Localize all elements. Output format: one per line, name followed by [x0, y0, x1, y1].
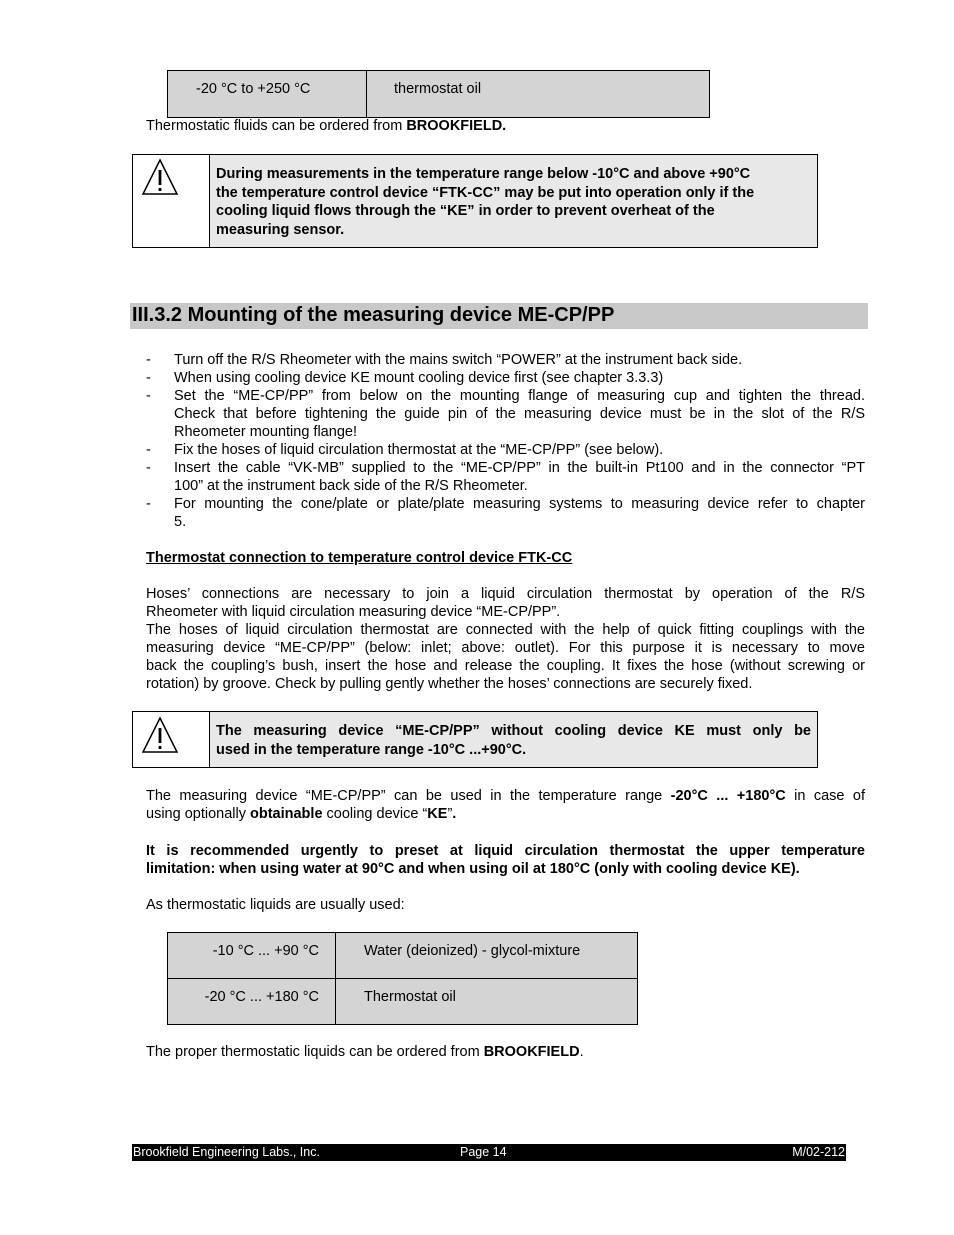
list-item: 100” at the instrument back side of the R/S Rheometer.: [174, 478, 528, 494]
paragraph-line: Rheometer with liquid circulation measuring device “ME-CP/PP”.: [146, 604, 561, 620]
range-text: in case of: [785, 788, 866, 804]
range-line-2: [146, 805, 456, 823]
list-item: Insert the cable “VK-MB” supplied to the “ME-CP/PP” in the built-in Pt100 and in the connector “PT: [174, 460, 865, 476]
range-line-1: [146, 787, 865, 805]
warning-icon-cell: [133, 712, 210, 767]
table-range-text: -20 °C ... +180 °C: [204, 989, 319, 1005]
fluids-note-brand: BROOKFIELD.: [406, 118, 507, 134]
range-text: using optionally: [146, 806, 250, 822]
table-row: [168, 933, 637, 979]
range-emphasis: .: [452, 806, 457, 822]
list-item: Set the “ME-CP/PP” from below on the mounting flange of measuring cup and tighten the thread.: [174, 388, 865, 404]
order-note-brand: BROOKFIELD: [483, 1044, 580, 1060]
recommendation-line: limitation: when using water at 90°C and when using oil at 180°C (only with cooling device KE).: [146, 861, 800, 877]
list-item: Check that before tightening the guide pin of the measuring device must be in the slot of the R/S: [174, 406, 865, 422]
range-emphasis: KE: [427, 806, 448, 822]
warning-triangle-icon: [140, 157, 180, 197]
warning1-line: cooling liquid flows through the “KE” in order to prevent overheat of the: [216, 203, 715, 219]
warning1-line: the temperature control device “FTK-CC” may be put into operation only if the: [216, 184, 755, 201]
list-dash: -: [146, 442, 151, 458]
warning-box-2: [132, 711, 818, 768]
order-note: [146, 1043, 584, 1061]
list-dash: -: [146, 460, 151, 476]
liquids-intro: As thermostatic liquids are usually used:: [146, 897, 405, 913]
list-dash: -: [146, 388, 151, 404]
list-item: When using cooling device KE mount cooling device first (see chapter 3.3.3): [174, 370, 664, 386]
table-row: [168, 979, 637, 1024]
paragraph-line: The hoses of liquid circulation thermostat are connected with the help of quick fitting couplings with the: [146, 622, 865, 638]
table-liquid-text: Water (deionized) - glycol-mixture: [364, 943, 581, 959]
fluids-note: [146, 118, 506, 134]
list-dash: -: [146, 370, 151, 386]
table-fluid-text: thermostat oil: [394, 81, 482, 97]
warning2-line: used in the temperature range -10°C ...+90°C.: [216, 741, 527, 758]
footer-page: Page 14: [460, 1145, 507, 1159]
warning-icon-cell: [133, 155, 210, 247]
warning-triangle-icon: [140, 715, 180, 755]
warning1-line: measuring sensor.: [216, 221, 345, 238]
footer-doc-number: M/02-212: [792, 1145, 845, 1159]
table-range-text: -20 °C to +250 °C: [196, 81, 311, 97]
table-divider: [335, 933, 336, 1024]
section-title: III.3.2 Mounting of the measuring device ME-CP/PP: [132, 304, 615, 326]
table-range-text: -10 °C ... +90 °C: [212, 943, 319, 959]
order-note-text: The proper thermostatic liquids can be ordered from: [146, 1044, 484, 1060]
list-item: For mounting the cone/plate or plate/plate measuring systems to measuring device refer to chapter: [174, 496, 865, 512]
list-item: Turn off the R/S Rheometer with the mains switch “POWER” at the instrument back side.: [174, 352, 743, 368]
warning-text-cell: [210, 155, 817, 247]
liquids-table: [167, 932, 638, 1025]
table-cell-range: [168, 71, 367, 117]
warning2-line: The measuring device “ME-CP/PP” without cooling device KE must only be: [216, 723, 811, 739]
section-heading: [130, 303, 868, 329]
warning-box-1: [132, 154, 818, 248]
range-text: The measuring device “ME-CP/PP” can be used in the temperature range: [146, 788, 671, 804]
list-item: Fix the hoses of liquid circulation thermostat at the “ME-CP/PP” (see below).: [174, 442, 664, 458]
temperature-fluid-table-top: [167, 70, 710, 118]
subheading: Thermostat connection to temperature control device FTK-CC: [146, 550, 573, 566]
list-item: 5.: [174, 514, 187, 530]
paragraph-line: measuring device “ME-CP/PP” (below: inlet; above: outlet). For this purpose it is necessary to move: [146, 640, 865, 656]
fluids-note-text: Thermostatic fluids can be ordered from: [146, 118, 407, 134]
list-dash: -: [146, 496, 151, 512]
warning1-line: During measurements in the temperature range below -10°C and above +90°C: [216, 166, 751, 182]
range-value: -20°C ... +180°C: [670, 788, 786, 804]
range-text: ”: [447, 806, 453, 822]
paragraph-line: Hoses’ connections are necessary to join a liquid circulation thermostat by operation of the R/S: [146, 586, 865, 602]
paragraph-line: rotation) by groove. Check by pulling gently whether the hoses’ connections are securely fixed.: [146, 676, 753, 692]
warning-text-cell: [210, 712, 817, 767]
footer-company: Brookfield Engineering Labs., Inc.: [133, 1145, 320, 1159]
order-note-end: .: [579, 1044, 584, 1060]
paragraph-line: back the coupling’s bush, insert the hose and release the coupling. It fixes the hose (without screwing or: [146, 658, 865, 674]
list-item: Rheometer mounting flange!: [174, 424, 357, 440]
range-emphasis: obtainable: [250, 806, 323, 822]
range-text: cooling device “: [322, 806, 428, 822]
recommendation-line: It is recommended urgently to preset at liquid circulation thermostat the upper temperature: [146, 843, 865, 859]
page-footer: [132, 1144, 846, 1161]
table-liquid-text: Thermostat oil: [364, 989, 456, 1005]
list-dash: -: [146, 352, 151, 368]
